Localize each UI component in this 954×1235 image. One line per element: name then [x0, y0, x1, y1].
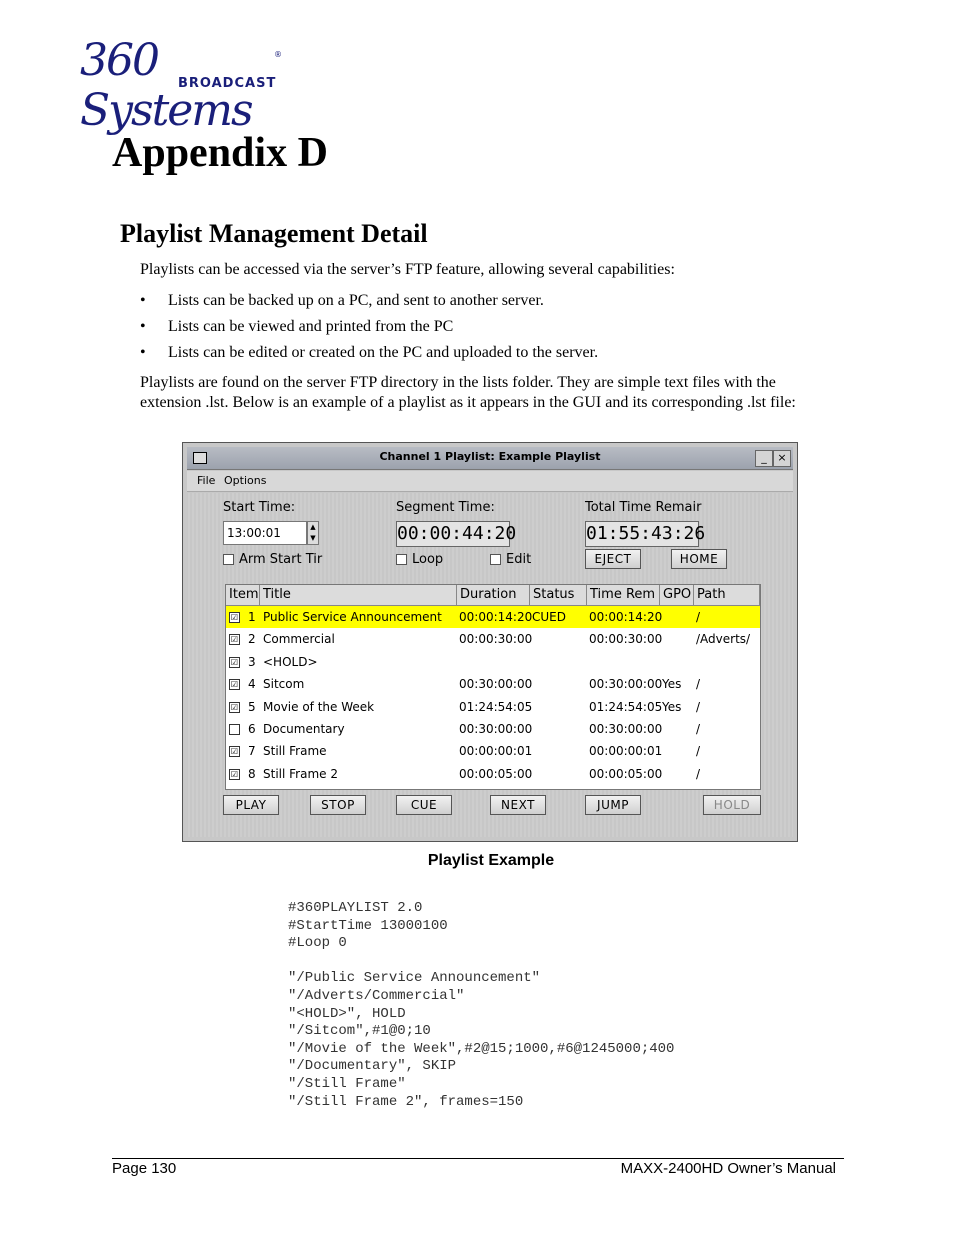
- cell-title: Still Frame: [263, 744, 327, 759]
- cell-title: <HOLD>: [263, 654, 318, 669]
- cell-path: /: [696, 766, 701, 781]
- row-checkbox[interactable]: ☑: [230, 680, 239, 690]
- cell-item: 6: [248, 722, 256, 736]
- window-title: Channel 1 Playlist: Example Playlist: [379, 450, 601, 463]
- cell-time-rem: 00:00:14:20: [589, 610, 663, 624]
- row-checkbox[interactable]: ☑: [230, 702, 239, 712]
- close-button[interactable]: ×: [773, 450, 791, 467]
- logo-broadcast: BROADCAST: [178, 76, 277, 91]
- code-line: [288, 953, 674, 971]
- loop-checkbox[interactable]: [396, 552, 443, 567]
- playlist-table: [225, 584, 761, 790]
- edit-checkbox[interactable]: [490, 552, 531, 567]
- column-header-title[interactable]: Title: [260, 585, 457, 605]
- cell-item: 2: [248, 632, 256, 647]
- code-line: "/Still Frame": [288, 1075, 406, 1092]
- playlist-panel: [187, 493, 793, 837]
- cell-item: 4: [248, 677, 256, 692]
- table-row[interactable]: [226, 763, 760, 785]
- cell-path: /: [696, 677, 701, 692]
- next-button[interactable]: NEXT: [490, 795, 546, 815]
- home-button[interactable]: HOME: [671, 549, 727, 569]
- cell-item: 5: [248, 699, 256, 714]
- segment-time-display: 00:00:44:20: [396, 521, 510, 547]
- playlist-window: [182, 442, 798, 842]
- total-time-label: Total Time Remair: [585, 500, 702, 515]
- cell-title: Still Frame 2: [263, 766, 338, 781]
- logo-script: 360 Systems: [80, 35, 252, 136]
- cell-path: /: [696, 744, 701, 759]
- cell-item: 1: [248, 610, 256, 624]
- column-header-gpo[interactable]: GPO: [660, 585, 694, 605]
- code-line: "<HOLD>", HOLD: [288, 1005, 406, 1022]
- code-line: "/Still Frame 2", frames=150: [288, 1093, 524, 1110]
- table-header: [226, 585, 760, 606]
- edit-label: Edit: [506, 552, 532, 567]
- window-titlebar: [187, 447, 793, 470]
- arm-start-label: Arm Start Tir: [239, 552, 323, 567]
- cell-gpo: Yes: [662, 699, 682, 714]
- code-line: "/Documentary", SKIP: [288, 1058, 457, 1075]
- page-number: Page 130: [112, 1160, 177, 1177]
- code-line: #360PLAYLIST 2.0: [288, 900, 423, 916]
- minimize-button[interactable]: _: [755, 450, 773, 467]
- capability-list: [140, 291, 598, 369]
- table-row[interactable]: [226, 628, 760, 650]
- total-time-display: 01:55:43:26: [585, 521, 699, 547]
- row-checkbox[interactable]: ☑: [230, 747, 239, 757]
- cell-item: 3: [248, 654, 256, 669]
- arm-start-checkbox[interactable]: [223, 552, 322, 567]
- code-line: "/Adverts/Commercial": [288, 987, 465, 1004]
- code-line: "/Sitcom",#1@0;10: [288, 1023, 431, 1040]
- start-time-spinner[interactable]: ▲ ▼: [307, 521, 319, 545]
- cell-duration: 01:24:54:05: [459, 699, 533, 714]
- code-line: "/Movie of the Week",#2@15;1000,#6@1245000;400: [288, 1040, 675, 1057]
- cell-path: /: [696, 722, 701, 736]
- cell-title: Public Service Announcement: [263, 610, 442, 624]
- cell-time-rem: 00:00:30:00: [589, 632, 663, 647]
- menu-bar: [187, 471, 793, 492]
- table-row[interactable]: [226, 606, 760, 628]
- column-header-path[interactable]: Path: [694, 585, 760, 605]
- cell-duration: 00:00:30:00: [459, 632, 533, 647]
- cell-title: Movie of the Week: [263, 699, 375, 714]
- cell-gpo: Yes: [662, 677, 682, 692]
- column-header-time-rem[interactable]: Time Rem: [587, 585, 660, 605]
- cell-title: Documentary: [263, 722, 345, 736]
- menu-options[interactable]: Options: [224, 474, 267, 487]
- description-paragraph: Playlists are found on the server FTP directory in the lists folder. They are simple text files with the extension .lst. Below is an example of a playlist as it appears in the GUI and its corresponding .lst file:: [140, 374, 796, 411]
- table-row[interactable]: [226, 696, 760, 718]
- list-item: • Lists can be viewed and printed from the PC: [140, 317, 598, 343]
- code-line: "/Public Service Announcement": [288, 970, 541, 987]
- cell-duration: 00:00:05:00: [459, 766, 533, 781]
- hold-button[interactable]: HOLD: [703, 795, 761, 815]
- table-row[interactable]: [226, 718, 760, 740]
- table-row[interactable]: [226, 651, 760, 673]
- logo-registered-mark: ®: [274, 50, 282, 59]
- code-line: #Loop 0: [288, 935, 347, 952]
- code-line: #StartTime 13000100: [288, 917, 448, 934]
- cell-time-rem: 00:30:00:00: [589, 677, 663, 692]
- row-checkbox[interactable]: ☑: [230, 769, 239, 779]
- table-row[interactable]: [226, 673, 760, 695]
- checkbox-box: [223, 554, 234, 565]
- start-time-input[interactable]: 13:00:01: [223, 521, 307, 545]
- checkbox-box: [490, 554, 501, 565]
- stop-button[interactable]: STOP: [310, 795, 366, 815]
- row-checkbox[interactable]: ☑: [230, 613, 239, 622]
- table-row[interactable]: [226, 740, 760, 762]
- jump-button[interactable]: JUMP: [585, 795, 641, 815]
- cell-time-rem: 00:30:00:00: [589, 722, 663, 736]
- cell-duration: 00:00:00:01: [459, 744, 533, 759]
- menu-file[interactable]: File: [197, 474, 216, 487]
- figure-caption: Playlist Example: [427, 852, 555, 869]
- cell-time-rem: 01:24:54:05: [589, 699, 663, 714]
- row-checkbox[interactable]: ☑: [230, 657, 239, 667]
- play-button[interactable]: PLAY: [223, 795, 279, 815]
- cell-item: 8: [248, 766, 256, 781]
- footer-divider: [112, 1158, 844, 1159]
- cue-button[interactable]: CUE: [396, 795, 452, 815]
- checkbox-box: [396, 554, 407, 565]
- intro-paragraph: Playlists can be accessed via the server’s FTP feature, allowing several capabilities:: [140, 261, 675, 278]
- row-checkbox[interactable]: ☑: [230, 635, 239, 645]
- playlist-file-listing: [288, 900, 674, 1111]
- cell-path: /Adverts/: [696, 632, 751, 647]
- cell-item: 7: [248, 744, 256, 759]
- column-header-status[interactable]: Status: [530, 585, 587, 605]
- row-checkbox[interactable]: [229, 724, 240, 735]
- company-logo: [80, 35, 290, 136]
- section-title: Playlist Management Detail: [120, 219, 428, 248]
- cell-duration: 00:00:14:20: [459, 610, 533, 624]
- appendix-title: Appendix D: [112, 130, 328, 176]
- list-item: • Lists can be edited or created on the PC and uploaded to the server.: [140, 343, 598, 369]
- cell-time-rem: 00:00:05:00: [589, 766, 663, 781]
- segment-time-label: Segment Time:: [396, 500, 495, 515]
- list-item: • Lists can be backed up on a PC, and sent to another server.: [140, 291, 598, 317]
- cell-title: Commercial: [263, 632, 335, 647]
- cell-path: /: [696, 699, 701, 714]
- column-header-duration[interactable]: Duration: [457, 585, 530, 605]
- manual-title: MAXX-2400HD Owner’s Manual: [620, 1160, 836, 1177]
- eject-button[interactable]: EJECT: [585, 549, 641, 569]
- cell-path: /: [696, 610, 701, 624]
- cell-title: Sitcom: [263, 677, 305, 692]
- cell-time-rem: 00:00:00:01: [589, 744, 663, 759]
- start-time-label: Start Time:: [223, 500, 296, 515]
- column-header-item[interactable]: Item: [226, 585, 260, 605]
- cell-duration: 00:30:00:00: [459, 722, 533, 736]
- cell-duration: 00:30:00:00: [459, 677, 533, 692]
- cell-status: CUED: [532, 610, 566, 624]
- loop-label: Loop: [412, 552, 444, 567]
